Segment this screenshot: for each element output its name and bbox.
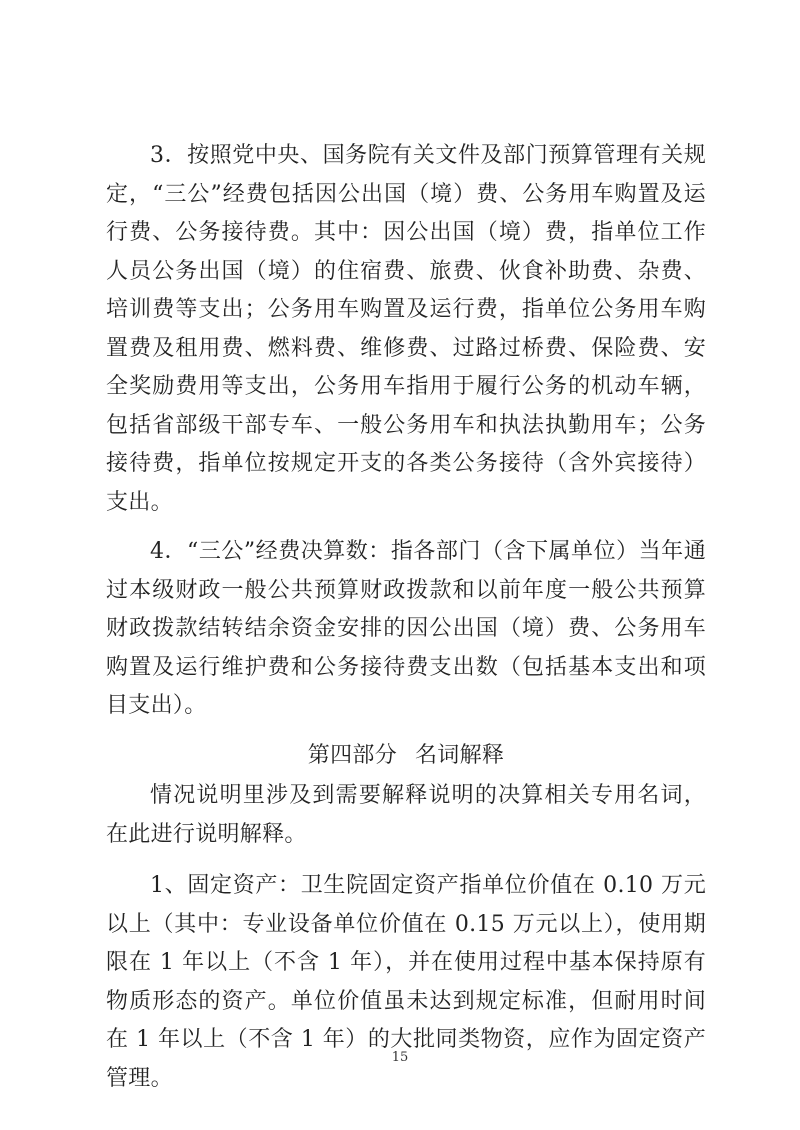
- section-part-label: 第四部分: [307, 742, 397, 768]
- document-page: [106, 137, 706, 1098]
- page-number: 15: [391, 1050, 409, 1065]
- paragraph-three-public-final-accounts: 4．“三公”经费决算数：指各部门（含下属单位）当年通过本级财政一般公共预算财政拨款和以前年度一般公共预算财政拨款结转结余资金安排的因公出国（境）费、公务用车购置及运行维护费和公务接待费支出数（包括基本支出和项目支出）。: [106, 539, 706, 718]
- section-intro-paragraph: 情况说明里涉及到需要解释说明的决算相关专用名词，在此进行说明解释。: [106, 783, 706, 847]
- definition-fixed-assets: 1、固定资产：卫生院固定资产指单位价值在 0.10 万元以上（其中：专业设备单位价值在 0.15 万元以上），使用期限在 1 年以上（不含 1 年），并在使用过程中基本保持原有物质形态的资产。单位价值虽未达到规定标准，但耐用时间在 1 年以上（不含 1 年）的大批同类物资，应作为固定资产管理。: [106, 873, 706, 1091]
- section-heading: [106, 737, 706, 776]
- section-title: 名词解释: [415, 742, 505, 768]
- paragraph-three-public-expenses: 3．按照党中央、国务院有关文件及部门预算管理有关规定，“三公”经费包括因公出国（境）费、公务用车购置及运行费、公务接待费。其中：因公出国（境）费，指单位工作人员公务出国（境）的住宿费、旅费、伙食补助费、杂费、培训费等支出；公务用车购置及运行费，指单位公务用车购置费及租用费、燃料费、维修费、过路过桥费、保险费、安全奖励费用等支出，公务用车指用于履行公务的机动车辆，包括省部级干部专车、一般公务用车和执法执勤用车；公务接待费，指单位按规定开支的各类公务接待（含外宾接待）支出。: [106, 143, 706, 515]
